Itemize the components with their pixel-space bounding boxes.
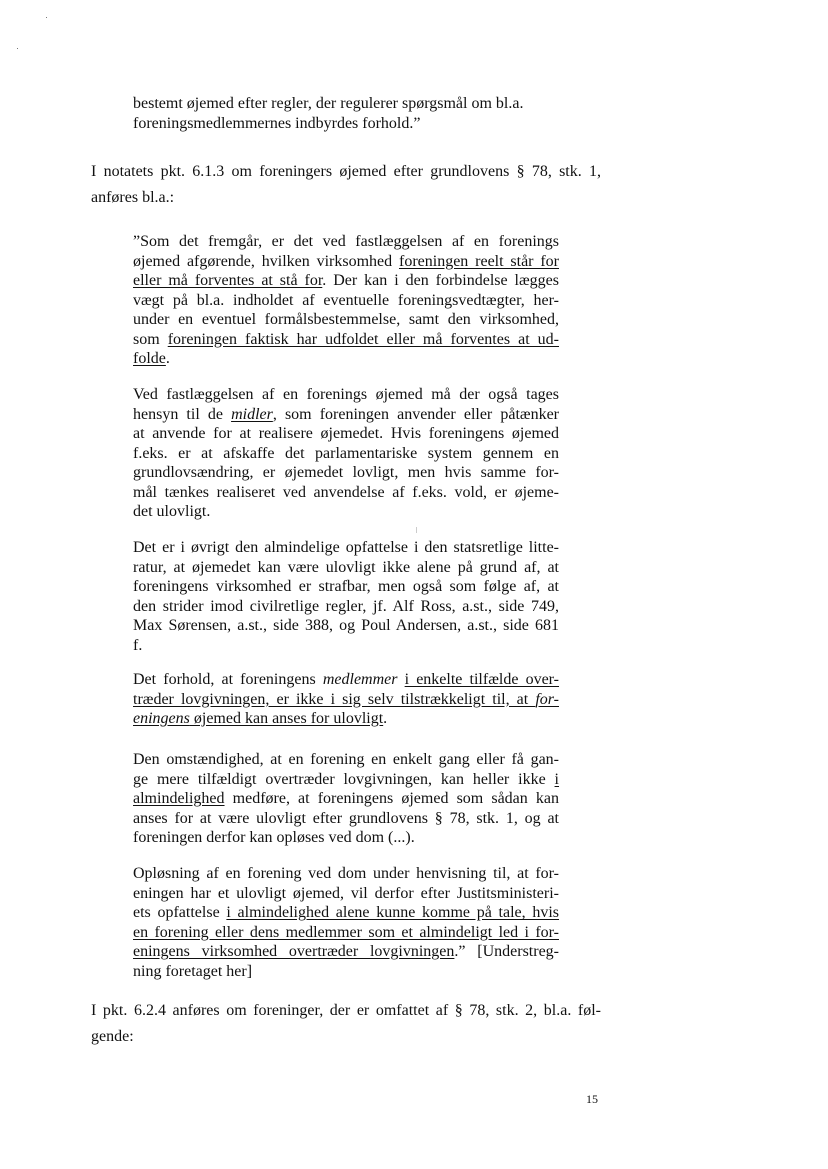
text-line: I pkt. 6.2.4 anføres om foreninger, der er omfattet af § 78, stk. 2, bl.a. føl- — [91, 1002, 601, 1019]
underlined-text: en forening eller dens medlemmer som et almindeligt led i for- — [133, 923, 559, 941]
text-run — [397, 671, 404, 688]
emphasized-text: eningens — [133, 710, 190, 727]
quote-paragraph-4 — [133, 670, 559, 729]
closing-paragraph — [91, 998, 601, 1050]
underlined-text: i — [554, 770, 559, 788]
underlined-text: i enkelte tilfælde over- — [404, 671, 560, 688]
text-line: at anvende for at realisere øjemedet. Hvis foreningens øjemed — [133, 425, 559, 442]
text-run: medføre, at foreningens øjemed som sådan kan — [224, 790, 559, 807]
top-quote-continuation — [133, 94, 559, 133]
intro-paragraph — [91, 159, 601, 211]
text-line — [133, 923, 559, 943]
text-run: Det forhold, at foreningens — [133, 671, 323, 688]
text-line — [133, 770, 559, 790]
underlined-text: foreningen reelt står for — [398, 252, 560, 270]
text-run: , som foreningen anvender eller påtænker — [272, 405, 560, 423]
text-line — [133, 405, 559, 425]
page-number: 15 — [586, 1092, 598, 1106]
text-line: under en eventuel formålsbestemmelse, samt den virksomhed, — [133, 311, 559, 328]
text-line: anføres bl.a.: — [91, 189, 175, 206]
text-line: eningen har et ulovligt øjemed, vil derfor efter Justitsministeri- — [133, 884, 559, 902]
underlined-text: i almindelighed alene kunne komme på tale, hvis — [226, 904, 560, 921]
text-line: bestemt øjemed efter regler, der regulerer spørgsmål om bl.a. — [133, 95, 524, 112]
text-line — [133, 789, 559, 809]
text-line: foreningsmedlemmernes indbyrdes forhold.” — [133, 114, 421, 132]
text-line — [133, 942, 559, 962]
quote-paragraph-2 — [133, 385, 559, 522]
underlined-text: øjemed kan anses for ulovligt — [189, 710, 384, 727]
text-run: . — [165, 350, 170, 367]
text-line: mål tænkes realiseret ved anvendelse af f.eks. vold, er øjeme- — [133, 483, 559, 501]
quote-paragraph-1 — [133, 232, 559, 369]
underlined-text: eller må forventes at stå for — [133, 272, 323, 289]
text-run: . — [383, 710, 388, 727]
underlined-text: eningens virksomhed overtræder lovgivningen — [133, 943, 455, 960]
scan-speck — [416, 527, 417, 533]
text-line: ratur, at øjemedet kan være ulovligt ikke alene på grund af, at — [133, 558, 559, 576]
text-line — [133, 709, 559, 729]
text-line — [133, 670, 559, 690]
text-line: vægt på bl.a. indholdet af eventuelle foreningsvedtægter, her- — [133, 291, 559, 309]
text-line: Den omstændighed, at en forening en enkelt gang eller få gan- — [133, 751, 559, 768]
text-run: som — [133, 330, 168, 348]
text-line: ning foretaget her] — [133, 962, 253, 980]
quote-paragraph-3 — [133, 538, 559, 655]
text-run: .” [Understreg- — [454, 943, 559, 960]
text-line: den strider imod civilretlige regler, jf. Alf Ross, a.st., side 749, — [133, 597, 559, 615]
text-line: grundlovsændring, er øjemedet lovligt, men hvis samme for- — [133, 464, 559, 481]
text-line: anses for at være ulovligt efter grundlovens § 78, stk. 1, og at — [133, 809, 559, 827]
emphasized-text: medlemmer — [322, 671, 398, 688]
emphasized-text: midler — [231, 405, 273, 423]
text-run: ge mere tilfældigt overtræder lovgivningen, kan heller ikke — [133, 770, 555, 788]
underlined-text: folde — [133, 350, 166, 367]
text-line: gende: — [91, 1028, 134, 1045]
text-line — [133, 252, 559, 272]
underlined-text: almindelighed — [133, 790, 225, 807]
underlined-text: foreningen faktisk har udfoldet eller må forventes at ud- — [167, 330, 560, 348]
text-line — [133, 349, 559, 369]
quote-paragraph-5 — [133, 750, 559, 848]
text-line: det ulovligt. — [133, 503, 211, 520]
text-line — [133, 330, 559, 350]
text-line: foreningens virksomhed er strafbar, men også som følge af, at — [133, 578, 559, 595]
text-line — [133, 271, 559, 291]
scan-speck — [17, 48, 18, 49]
text-line: Max Sørensen, a.st., side 388, og Poul Andersen, a.st., side 681 — [133, 617, 559, 634]
text-line — [133, 903, 559, 923]
text-line: Det er i øvrigt den almindelige opfattelse i den statsretlige litte- — [133, 539, 559, 556]
emphasized-text: for- — [535, 690, 559, 708]
underlined-text: træder lovgivningen, er ikke i sig selv tilstrækkeligt til, at — [133, 690, 536, 708]
text-line: f.eks. er at afskaffe det parlamentariske system gennem en — [133, 444, 559, 462]
text-run: ets opfattelse — [133, 904, 227, 921]
text-line: f. — [133, 636, 143, 654]
text-run: . Der kan i den forbindelse lægges — [322, 272, 559, 289]
text-line: I notatets pkt. 6.1.3 om foreningers øjemed efter grundlovens § 78, stk. 1, — [91, 163, 601, 180]
text-line: ”Som det fremgår, er det ved fastlæggelsen af en forenings — [133, 233, 559, 250]
text-run: øjemed afgørende, hvilken virksomhed — [133, 252, 399, 270]
text-line: Ved fastlæggelsen af en forenings øjemed må der også tages — [133, 386, 559, 403]
text-line: Opløsning af en forening ved dom under henvisning til, at for- — [133, 865, 559, 882]
text-run: hensyn til de — [133, 405, 232, 423]
scan-speck — [46, 17, 47, 18]
quote-paragraph-6 — [133, 864, 559, 981]
text-line: foreningen derfor kan opløses ved dom (...). — [133, 829, 415, 846]
text-line — [133, 690, 559, 710]
